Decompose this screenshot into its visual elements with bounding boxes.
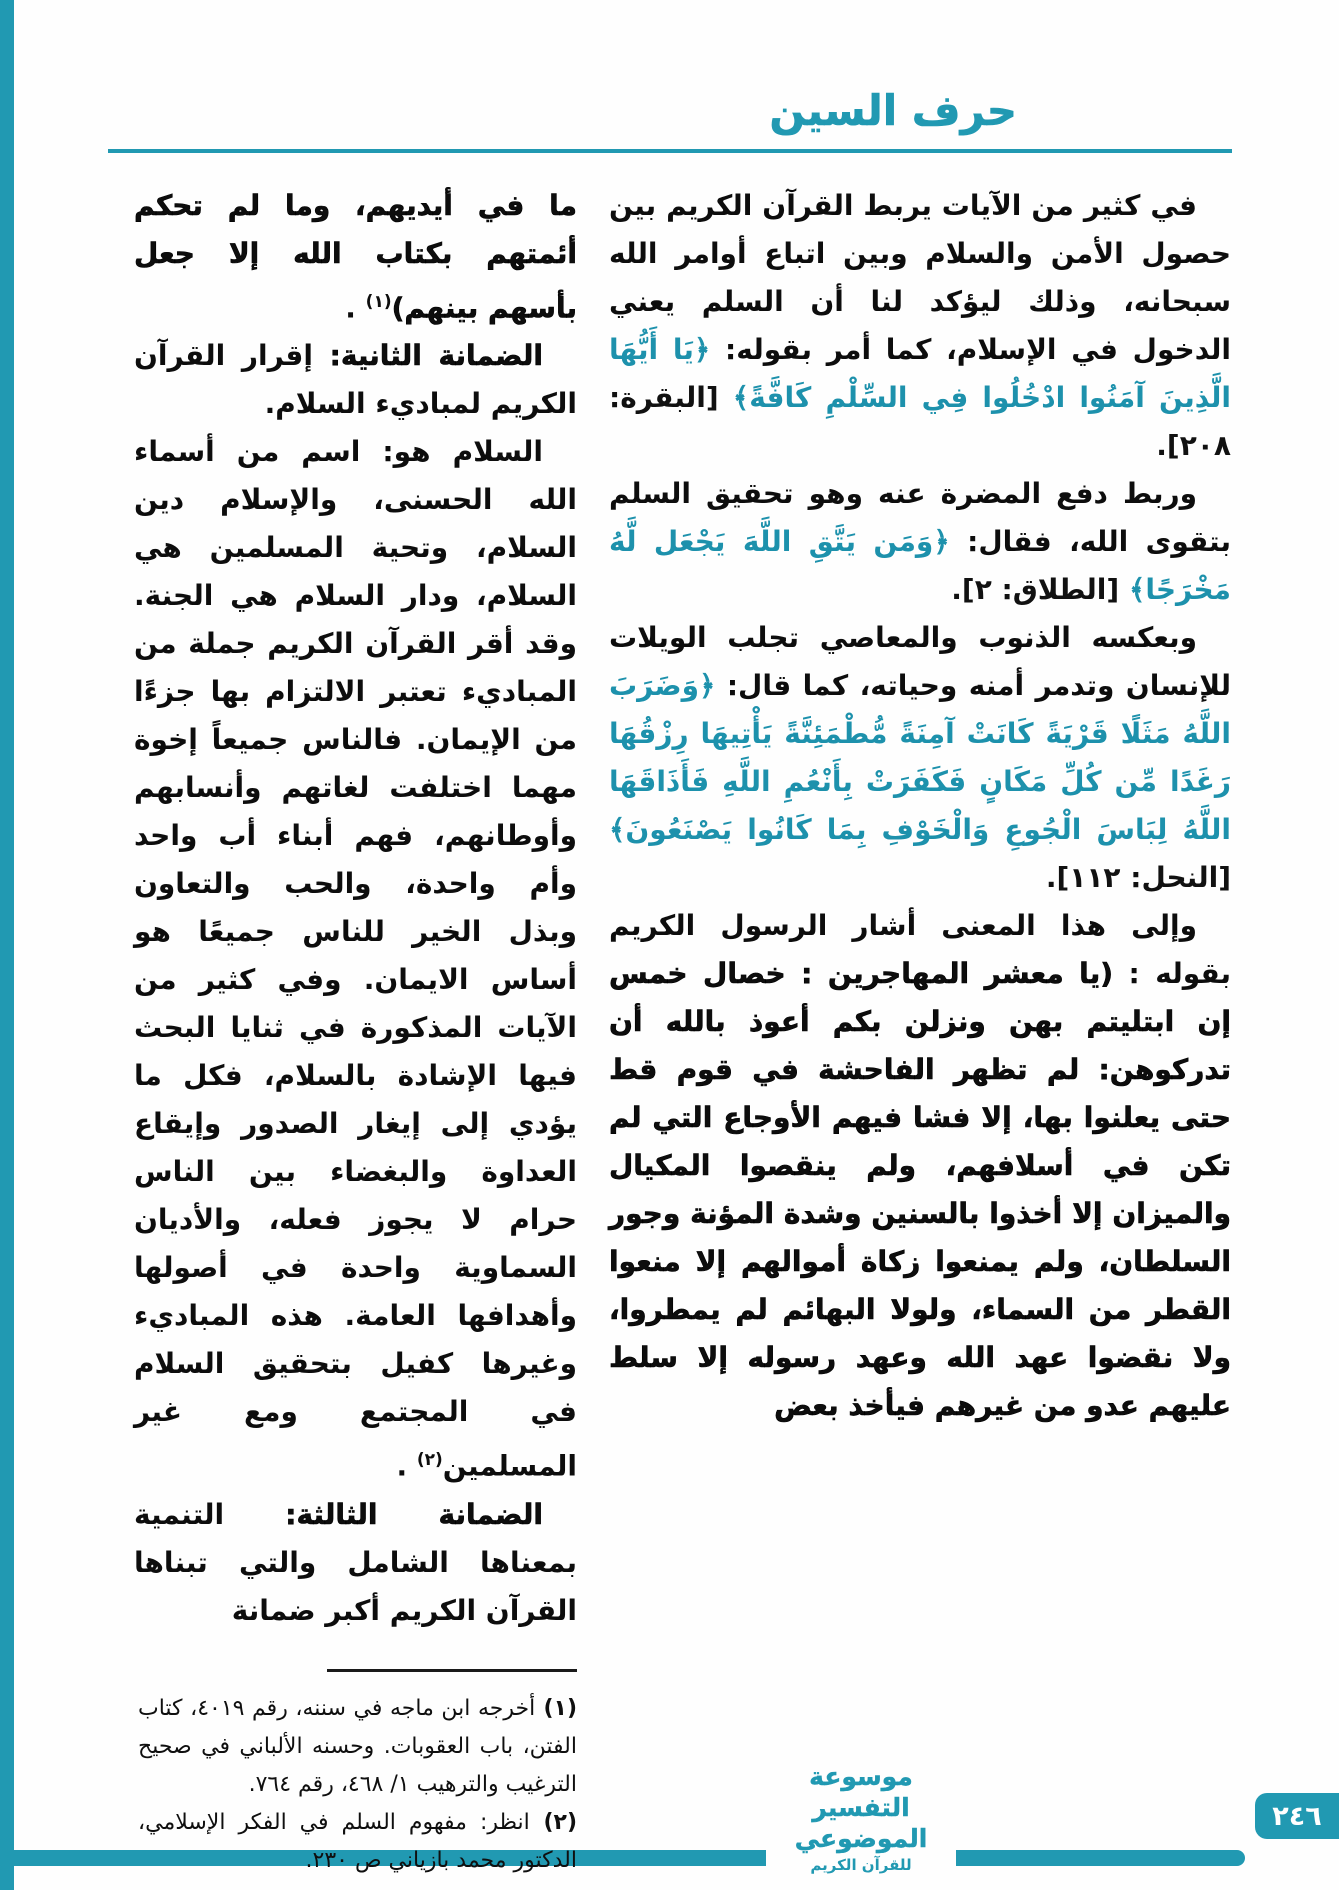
inline-heading: الضمانة الثالثة: [224,1497,543,1531]
body-text: التنمية بمعناها الشامل والتي تبناها القرآن الكريم أكبر ضمانة [134,1497,577,1627]
footnote-marker: (٢) [416,1450,443,1471]
footnotes-list [134,1690,577,1880]
verse-reference: [الطلاق: ٢]. [951,573,1129,606]
footnote-item [134,1690,577,1804]
header-rule [108,149,1232,153]
footnotes-section [134,1669,577,1880]
footnote-number: (١) [535,1695,578,1721]
body-text: إقرار القرآن الكريم لمباديء السلام. [134,339,577,421]
verse-reference: [النحل: ١١٢]. [1045,861,1231,894]
body-text: . [345,291,366,325]
footnote-marker: (١) [365,292,392,312]
left-column-text [134,182,577,1635]
logo-title: موسوعة التفسير الموضوعي [794,1762,928,1853]
body-text: وربط دفع المضرة عنه وهو تحقيق السلم بتقوى الله، فقال: [609,477,1231,558]
inline-heading: الضمانة الثانية: [312,339,544,373]
hadith-text: (يا معشر المهاجرين : خصال خمس إن ابتليتم بهن ونزلن بكم أعوذ بالله أن تدركوهن: لم تظهر الفاحشة في قوم قط حتى يعلنوا بها، إلا فشا فيهم الأوجاع التي لم تكن في أسلافهم، ولم ينقصوا المكيال والميزان إلا أخذوا بالسنين وشدة المؤنة وجور السلطان، ولم يمنعوا زكاة أموالهم إلا منعوا القطر من السماء، ولولا البهائم لم يمطروا، ولا نقضوا عهد الله وعهد رسوله إلا سلط عليهم عدو من غيرهم فيأخذ بعض [609,957,1231,1422]
paragraph [609,614,1231,902]
paragraph [134,182,577,332]
right-column [609,182,1231,1430]
footnote-item [134,1804,577,1880]
content-columns [134,182,1231,1880]
footnote-number: (٢) [529,1809,578,1835]
footnote-text: أخرجه ابن ماجه في سننه، رقم ٤٠١٩، كتاب الفتن، باب العقوبات. وحسنه الألباني في صحيح الترغيب والترهيب ١/ ٤٦٨، رقم ٧٦٤. [138,1695,577,1797]
body-text: في كثير من الآيات يربط القرآن الكريم بين حصول الأمن والسلام وبين اتباع أوامر الله سبحانه، وذلك ليؤكد لنا أن السلم يعني الدخول في الإسلام، كما أمر بقوله: [609,189,1231,366]
paragraph [134,1491,577,1635]
paragraph [609,902,1231,1430]
quran-verse: ﴿وَضَرَبَ اللَّهُ مَثَلًا قَرْيَةً كَانَتْ آمِنَةً مُّطْمَئِنَّةً يَأْتِيهَا رِزْقُهَا رَغَدًا مِّن كُلِّ مَكَانٍ فَكَفَرَتْ بِأَنْعُمِ اللَّهِ فَأَذَاقَهَا اللَّهُ لِبَاسَ الْجُوعِ وَالْخَوْفِ بِمَا كَانُوا يَصْنَعُونَ﴾ [609,669,1231,846]
footnote-divider [327,1669,577,1672]
paragraph [609,182,1231,470]
paragraph [134,332,577,428]
paragraph [134,428,577,1490]
footnote-text: انظر: مفهوم السلم في الفكر الإسلامي، الدكتور محمد بازياني ص ٢٣٠. [138,1809,577,1873]
publisher-logo [766,1757,956,1878]
left-column [134,182,577,1880]
verse-reference: [البقرة: ٢٠٨]. [609,381,1231,462]
quran-verse: ﴿وَمَن يَتَّقِ اللَّهَ يَجْعَل لَّهُ مَخْرَجًا﴾ [609,525,1231,606]
body-text: وإلى هذا المعنى أشار الرسول الكريم بقوله : [609,909,1231,990]
logo-subtitle: للقرآن الكريم [810,1856,912,1874]
page-number-badge: ٢٤٦ [1255,1793,1339,1839]
body-text: . [396,1449,417,1483]
hadith-text: ما في أيديهم، وما لم تحكم أئمتهم بكتاب الله إلا جعل بأسهم بينهم) [134,189,577,325]
body-text: وبعكسه الذنوب والمعاصي تجلب الويلات للإنسان وتدمر أمنه وحياته، كما قال: [609,621,1231,702]
chapter-title: حرف السين [769,86,1017,135]
left-border-strip [0,0,14,1890]
paragraph [609,470,1231,614]
body-text: السلام هو: اسم من أسماء الله الحسنى، والإسلام دين السلام، وتحية المسلمين هي السلام، ودار السلام هي الجنة. وقد أقر القرآن الكريم جملة من المباديء تعتبر الالتزام بها جزءًا من الإيمان. فالناس جميعاً إخوة مهما اختلفت لغاتهم وأنسابهم وأوطانهم، فهم أبناء أب واحد وأم واحدة، والحب والتعاون وبذل الخير للناس جميعًا هو أساس الايمان. وفي كثير من الآيات المذكورة في ثنايا البحث فيها الإشادة بالسلام، فكل ما يؤدي إلى إيغار الصدور وإيقاع العداوة والبغضاء بين الناس حرام لا يجوز فعله، والأديان السماوية واحدة في أصولها وأهدافها العامة. هذه المباديء وغيرها كفيل بتحقيق السلام في المجتمع ومع غير المسلمين [134,435,577,1483]
quran-verse: ﴿يَا أَيُّهَا الَّذِينَ آمَنُوا ادْخُلُوا فِي السِّلْمِ كَافَّةً﴾ [609,333,1231,414]
